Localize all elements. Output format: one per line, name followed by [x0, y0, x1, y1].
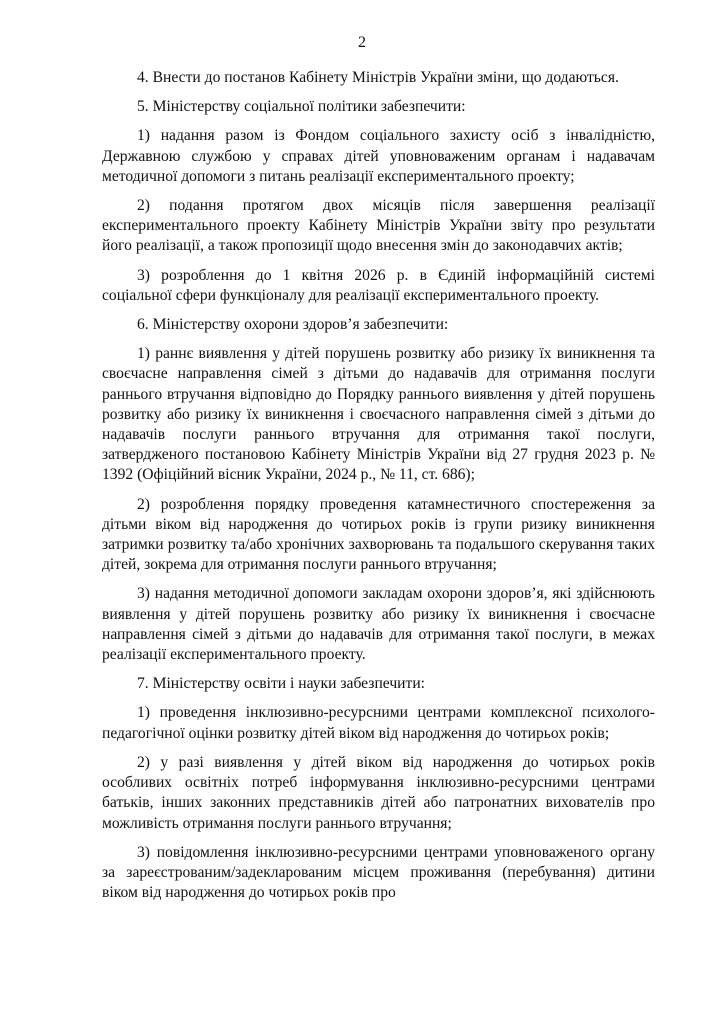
document-body — [102, 68, 655, 911]
paragraph-item-4: 4. Внести до постанов Кабінету Міністрів України зміни, що додаються. — [137, 69, 619, 86]
paragraph-item-7-2: 2) у разі виявлення у дітей віком від народження до чотирьох років особливих освітніх потреб інформування інклюзивно-ресурсними центрами батьків, інших законних представників дітей або патронатних вихователів про можливість отримання послуги раннього втручання; — [102, 753, 655, 832]
paragraph-item-6-2: 2) розроблення порядку проведення катамнестичного спостереження за дітьми віком від народження до чотирьох років із групи ризику виникнення затримки розвитку та/або хронічних захворювань та подальшого скерування таких дітей, зокрема для отримання послуги раннього втручання; — [102, 495, 655, 574]
paragraph-item-7-1: 1) проведення інклюзивно-ресурсними центрами комплексної психолого-педагогічної оцінки розвитку дітей віком від народження до чотирьох років; — [102, 704, 655, 742]
paragraph-item-6-3: 3) надання методичної допомоги закладам охорони здоров’я, які здійснюють виявлення у дітей порушень розвитку або ризику їх виникнення і своєчасне направлення сімей з дітьми до надавачів для отримання такої послуги, в межах реалізації експериментального проекту. — [102, 585, 655, 664]
paragraph-item-5-1: 1) надання разом із Фондом соціального захисту осіб з інвалідністю, Державною службою у справах дітей уповноваженим органам і надавачам методичної допомоги з питань реалізації експериментального проекту; — [102, 127, 655, 185]
paragraph-item-7-heading: 7. Міністерству освіти і науки забезпечити: — [137, 675, 426, 693]
paragraph-item-6-heading: 6. Міністерству охорони здоров’я забезпечити: — [137, 316, 449, 334]
page-number: 2 — [358, 34, 366, 51]
paragraph-item-7-3: 3) повідомлення інклюзивно-ресурсними центрами уповноваженого органу за зареєстрованим/задекларованим місцем проживання (перебування) дитини віком від народження до чотирьох років про — [102, 843, 655, 902]
paragraph-item-5-2: 2) подання протягом двох місяців після завершення реалізації експериментального проекту Кабінету Міністрів України звіту про результати його реалізації, а також пропозиції щодо внесення змін до законодавчих актів; — [102, 197, 655, 255]
paragraph-item-5-3: 3) розроблення до 1 квітня 2026 р. в Єдиній інформаційній системі соціальної сфери функціоналу для реалізації експериментального проекту. — [102, 266, 655, 304]
paragraph-item-6-1: 1) раннє виявлення у дітей порушень розвитку або ризику їх виникнення та своєчасне направлення сімей з дітьми до надавачів для отримання послуги раннього втручання відповідно до Порядку раннього виявлення у дітей порушень розвитку або ризику їх виникнення і своєчасного направлення сімей з дітьми до надавачів послуги раннього втручання для отримання такої послуги, затвердженого постановою Кабінету Міністрів України від 27 грудня 2023 р. № 1392 (Офіційний вісник України, 2024 р., № 11, ст. 686); — [102, 345, 655, 484]
paragraph-item-5-heading: 5. Міністерству соціальної політики забезпечити: — [137, 98, 466, 116]
